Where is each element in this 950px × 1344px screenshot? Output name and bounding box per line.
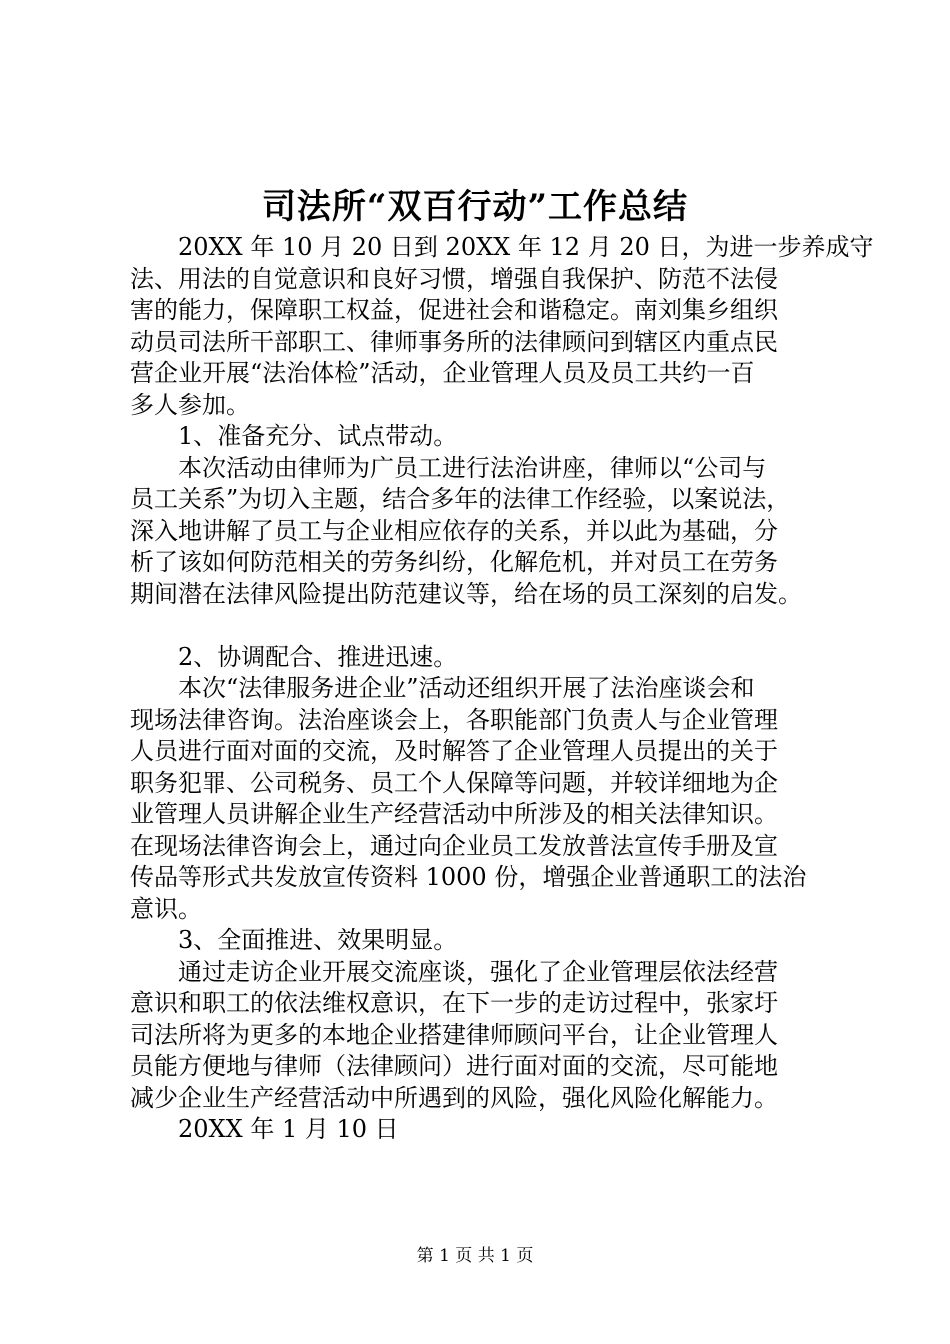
text-line: 深入地讲解了员工与企业相应依存的关系，并以此为基础，分 bbox=[130, 516, 778, 545]
text-line: 业管理人员讲解企业生产经营活动中所涉及的相关法律知识。 bbox=[130, 800, 778, 828]
text-line: 传品等形式共发放宣传资料 1000 份，增强企业普通职工的法治 bbox=[130, 863, 807, 891]
section-heading-3 bbox=[130, 925, 850, 957]
paragraph-intro bbox=[130, 232, 874, 421]
text-line: 员工关系”为切入主题，结合多年的法律工作经验，以案说法， bbox=[130, 485, 791, 513]
document-title: 司法所“双百行动”工作总结 bbox=[261, 187, 689, 227]
text-line: 3、全面推进、效果明显。 bbox=[178, 926, 458, 954]
document-body bbox=[130, 232, 874, 1146]
section-heading-2 bbox=[130, 642, 850, 674]
text-line: 本次活动由律师为广员工进行法治讲座，律师以“公司与 bbox=[178, 453, 767, 482]
document-date bbox=[130, 1114, 850, 1146]
text-line: 本次“法律服务进企业”活动还组织开展了法治座谈会和 bbox=[178, 674, 755, 702]
text-line: 通过走访企业开展交流座谈，强化了企业管理层依法经营 bbox=[178, 957, 778, 986]
text-line: 动员司法所干部职工、律师事务所的法律顾问到辖区内重点民 bbox=[130, 327, 778, 356]
paragraph-section-1 bbox=[130, 453, 850, 611]
text-line: 1、准备充分、试点带动。 bbox=[178, 422, 458, 450]
text-line: 害的能力，保障职工权益，促进社会和谐稳定。南刘集乡组织 bbox=[130, 296, 778, 324]
text-line: 20XX 年 1 月 10 日 bbox=[178, 1115, 399, 1143]
section-heading-1 bbox=[130, 421, 850, 453]
text-line: 减少企业生产经营活动中所遇到的风险，强化风险化解能力。 bbox=[130, 1083, 778, 1112]
blank-line bbox=[130, 610, 850, 642]
text-line: 司法所将为更多的本地企业搭建律师顾问平台，让企业管理人 bbox=[130, 1020, 778, 1049]
paragraph-section-2 bbox=[130, 673, 850, 925]
text-line: 员能方便地与律师（法律顾问）进行面对面的交流，尽可能地 bbox=[130, 1052, 778, 1080]
text-line: 法、用法的自觉意识和良好习惯，增强自我保护、防范不法侵 bbox=[130, 264, 778, 293]
paragraph-section-3 bbox=[130, 957, 850, 1115]
text-line: 营企业开展“法治体检”活动，企业管理人员及员工共约一百 bbox=[130, 359, 755, 387]
text-line: 2、协调配合、推进迅速。 bbox=[178, 642, 458, 671]
text-line: 在现场法律咨询会上，通过向企业员工发放普法宣传手册及宣 bbox=[130, 831, 778, 860]
text-line: 现场法律咨询。法治座谈会上，各职能部门负责人与企业管理 bbox=[130, 705, 778, 734]
text-line: 多人参加。 bbox=[130, 390, 250, 419]
text-line: 意识。 bbox=[130, 894, 202, 923]
text-line: 职务犯罪、公司税务、员工个人保障等问题，并较详细地为企 bbox=[130, 768, 778, 797]
page-footer: 第 1 页 共 1 页 bbox=[416, 1246, 534, 1266]
text-line: 期间潜在法律风险提出防范建议等，给在场的员工深刻的启发。 bbox=[130, 579, 802, 608]
text-line: 意识和职工的依法维权意识，在下一步的走访过程中，张家圩 bbox=[130, 989, 778, 1017]
text-line: 人员进行面对面的交流，及时解答了企业管理人员提出的关于 bbox=[130, 737, 778, 765]
text-line: 20XX 年 10 月 20 日到 20XX 年 12 月 20 日，为进一步养成守 bbox=[178, 233, 874, 261]
text-line: 析了该如何防范相关的劳务纠纷，化解危机，并对员工在劳务 bbox=[130, 548, 778, 576]
